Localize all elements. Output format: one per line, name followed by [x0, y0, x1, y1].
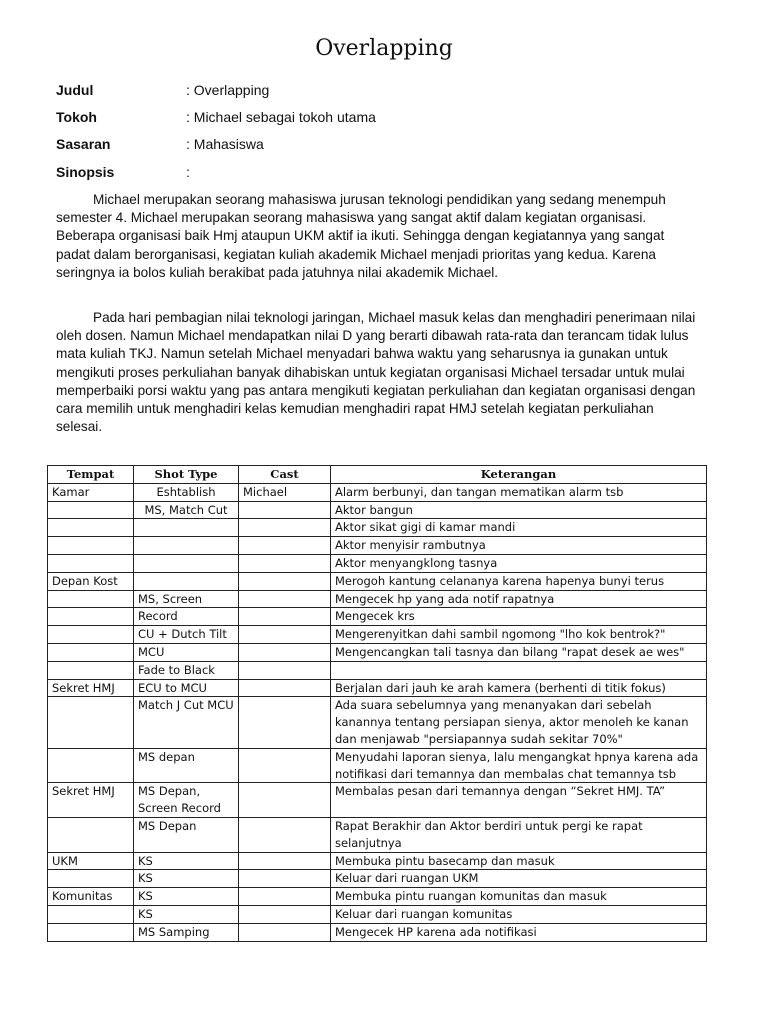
meta-key: Sasaran: [56, 136, 111, 152]
cell-shot-type: MCU: [134, 643, 239, 661]
cell-tempat: [48, 501, 134, 519]
table-row: [48, 679, 707, 697]
cell-shot-type: Match J Cut MCU: [134, 697, 239, 748]
cell-tempat: [48, 554, 134, 572]
table-body: [48, 483, 707, 941]
cell-keterangan: Berjalan dari jauh ke arah kamera (berhenti di titik fokus): [331, 679, 707, 697]
cell-keterangan: Aktor bangun: [331, 501, 707, 519]
cell-tempat: [48, 608, 134, 626]
meta-row-judul: [56, 80, 716, 100]
table-row: [48, 643, 707, 661]
cell-cast: [239, 608, 331, 626]
cell-cast: [239, 679, 331, 697]
cell-shot-type: Eshtablish: [134, 483, 239, 501]
cell-cast: [239, 643, 331, 661]
cell-shot-type: MS Samping: [134, 923, 239, 941]
header-shot-type: Shot Type: [134, 466, 239, 484]
table-row: [48, 537, 707, 555]
cell-keterangan: Rapat Berakhir dan Aktor berdiri untuk pergi ke rapat selanjutnya: [331, 817, 707, 852]
table-row: [48, 783, 707, 818]
cell-cast: [239, 626, 331, 644]
table-row: [48, 817, 707, 852]
meta-value: :: [186, 164, 190, 180]
cell-tempat: [48, 590, 134, 608]
cell-keterangan: Membuka pintu ruangan komunitas dan masuk: [331, 888, 707, 906]
cell-shot-type: [134, 554, 239, 572]
cell-keterangan: Keluar dari ruangan UKM: [331, 870, 707, 888]
cell-cast: [239, 590, 331, 608]
table-row: [48, 501, 707, 519]
header-tempat: Tempat: [48, 466, 134, 484]
cell-shot-type: [134, 519, 239, 537]
meta-row-tokoh: [56, 107, 716, 127]
synopsis-paragraph-2: Pada hari pembagian nilai teknologi jaringan, Michael masuk kelas dan menghadiri penerimaan nilai oleh dosen. Namun Michael mendapatkan nilai D yang berarti dibawah rata-rata dan terancam tidak lulus mata kuliah TKJ. Namun setelah Michael menyadari bahwa waktu yang seharusnya ia gunakan untuk mengikuti proses perkuliahan banyak dihabiskan untuk kegiatan organisasi Michael tersadar untuk mulai memperbaiki porsi waktu yang pas antara mengikuti kegiatan perkuliahan dan kegiatan organisasi dengan cara memilih untuk menghadiri kelas kemudian menghadiri rapat HMJ setelah kegiatan perkuliahan selesai.: [56, 310, 696, 435]
cell-shot-type: [134, 537, 239, 555]
cell-keterangan: Membalas pesan dari temannya dengan “Sekret HMJ. TA”: [331, 783, 707, 818]
cell-cast: [239, 870, 331, 888]
cell-cast: [239, 817, 331, 852]
cell-tempat: Komunitas: [48, 888, 134, 906]
cell-keterangan: Keluar dari ruangan komunitas: [331, 905, 707, 923]
cell-cast: [239, 554, 331, 572]
cell-shot-type: KS: [134, 852, 239, 870]
cell-tempat: [48, 661, 134, 679]
cell-keterangan: Aktor menyisir rambutnya: [331, 537, 707, 555]
cell-keterangan: Membuka pintu basecamp dan masuk: [331, 852, 707, 870]
meta-row-sasaran: [56, 134, 716, 154]
cell-shot-type: Record: [134, 608, 239, 626]
cell-cast: Michael: [239, 483, 331, 501]
cell-shot-type: Fade to Black: [134, 661, 239, 679]
cell-tempat: [48, 626, 134, 644]
cell-keterangan: Ada suara sebelumnya yang menanyakan dari sebelah kanannya tentang persiapan sienya, aktor menoleh ke kanan dan menjawab "persiapannya sudah sekitar 70%": [331, 697, 707, 748]
header-keterangan: Keterangan: [331, 466, 707, 484]
cell-tempat: [48, 697, 134, 748]
table-header-row: [48, 466, 707, 484]
cell-shot-type: [134, 572, 239, 590]
cell-cast: [239, 852, 331, 870]
cell-shot-type: MS Depan, Screen Record: [134, 783, 239, 818]
cell-cast: [239, 748, 331, 783]
table-row: [48, 483, 707, 501]
cell-shot-type: CU + Dutch Tilt: [134, 626, 239, 644]
meta-value: : Mahasiswa: [186, 136, 264, 152]
cell-shot-type: MS depan: [134, 748, 239, 783]
cell-cast: [239, 519, 331, 537]
cell-tempat: [48, 923, 134, 941]
cell-tempat: [48, 905, 134, 923]
table-row: [48, 852, 707, 870]
cell-tempat: [48, 519, 134, 537]
cell-tempat: UKM: [48, 852, 134, 870]
table-row: [48, 923, 707, 941]
cell-tempat: Kamar: [48, 483, 134, 501]
cell-tempat: Sekret HMJ: [48, 679, 134, 697]
cell-keterangan: [331, 661, 707, 679]
cell-keterangan: Aktor sikat gigi di kamar mandi: [331, 519, 707, 537]
meta-row-sinopsis: [56, 162, 716, 182]
meta-key: Sinopsis: [56, 164, 115, 180]
table-row: [48, 626, 707, 644]
meta-key: Tokoh: [56, 109, 97, 125]
cell-shot-type: MS, Match Cut: [134, 501, 239, 519]
cell-tempat: [48, 748, 134, 783]
cell-shot-type: KS: [134, 870, 239, 888]
cell-shot-type: KS: [134, 905, 239, 923]
cell-cast: [239, 697, 331, 748]
table-row: [48, 554, 707, 572]
cell-cast: [239, 537, 331, 555]
cell-cast: [239, 783, 331, 818]
cell-cast: [239, 572, 331, 590]
cell-tempat: [48, 643, 134, 661]
shot-list-table: [47, 465, 707, 942]
cell-keterangan: Mengecek HP karena ada notifikasi: [331, 923, 707, 941]
cell-tempat: Sekret HMJ: [48, 783, 134, 818]
cell-shot-type: KS: [134, 888, 239, 906]
page-title: Overlapping: [315, 36, 453, 61]
table-row: [48, 608, 707, 626]
cell-cast: [239, 905, 331, 923]
table-row: [48, 870, 707, 888]
cell-tempat: Depan Kost: [48, 572, 134, 590]
table-row: [48, 697, 707, 748]
cell-keterangan: Merogoh kantung celananya karena hapenya bunyi terus: [331, 572, 707, 590]
table-row: [48, 519, 707, 537]
cell-keterangan: Mengencangkan tali tasnya dan bilang "rapat desek ae wes": [331, 643, 707, 661]
meta-value: : Michael sebagai tokoh utama: [186, 109, 376, 125]
cell-keterangan: Mengerenyitkan dahi sambil ngomong "lho kok bentrok?": [331, 626, 707, 644]
cell-cast: [239, 501, 331, 519]
cell-keterangan: Aktor menyangklong tasnya: [331, 554, 707, 572]
cell-shot-type: ECU to MCU: [134, 679, 239, 697]
cell-tempat: [48, 870, 134, 888]
header-cast: Cast: [239, 466, 331, 484]
table-row: [48, 905, 707, 923]
meta-value: : Overlapping: [186, 82, 270, 98]
table-row: [48, 661, 707, 679]
table-row: [48, 572, 707, 590]
cell-keterangan: Alarm berbunyi, dan tangan mematikan alarm tsb: [331, 483, 707, 501]
table-row: [48, 888, 707, 906]
cell-shot-type: MS, Screen: [134, 590, 239, 608]
synopsis-paragraph-1: Michael merupakan seorang mahasiswa jurusan teknologi pendidikan yang sedang menempuh semester 4. Michael merupakan seorang mahasiswa yang sangat aktif dalam kegiatan organisasi. Beberapa organisasi baik Hmj ataupun UKM aktif ia ikuti. Sehingga dengan kegiatannya yang sangat padat dalam berorganisasi, kegiatan kuliah akademik Michael menjadi prioritas yang kedua. Karena seringnya ia bolos kuliah berakibat pada jatuhnya nilai akademik Michael.: [56, 192, 666, 280]
meta-key: Judul: [56, 82, 94, 98]
cell-tempat: [48, 537, 134, 555]
cell-shot-type: MS Depan: [134, 817, 239, 852]
cell-cast: [239, 661, 331, 679]
table-row: [48, 748, 707, 783]
cell-keterangan: Mengecek krs: [331, 608, 707, 626]
cell-cast: [239, 923, 331, 941]
cell-cast: [239, 888, 331, 906]
cell-keterangan: Menyudahi laporan sienya, lalu mengangkat hpnya karena ada notifikasi dari temannya dan membalas chat temannya tsb: [331, 748, 707, 783]
table-row: [48, 590, 707, 608]
cell-keterangan: Mengecek hp yang ada notif rapatnya: [331, 590, 707, 608]
cell-tempat: [48, 817, 134, 852]
